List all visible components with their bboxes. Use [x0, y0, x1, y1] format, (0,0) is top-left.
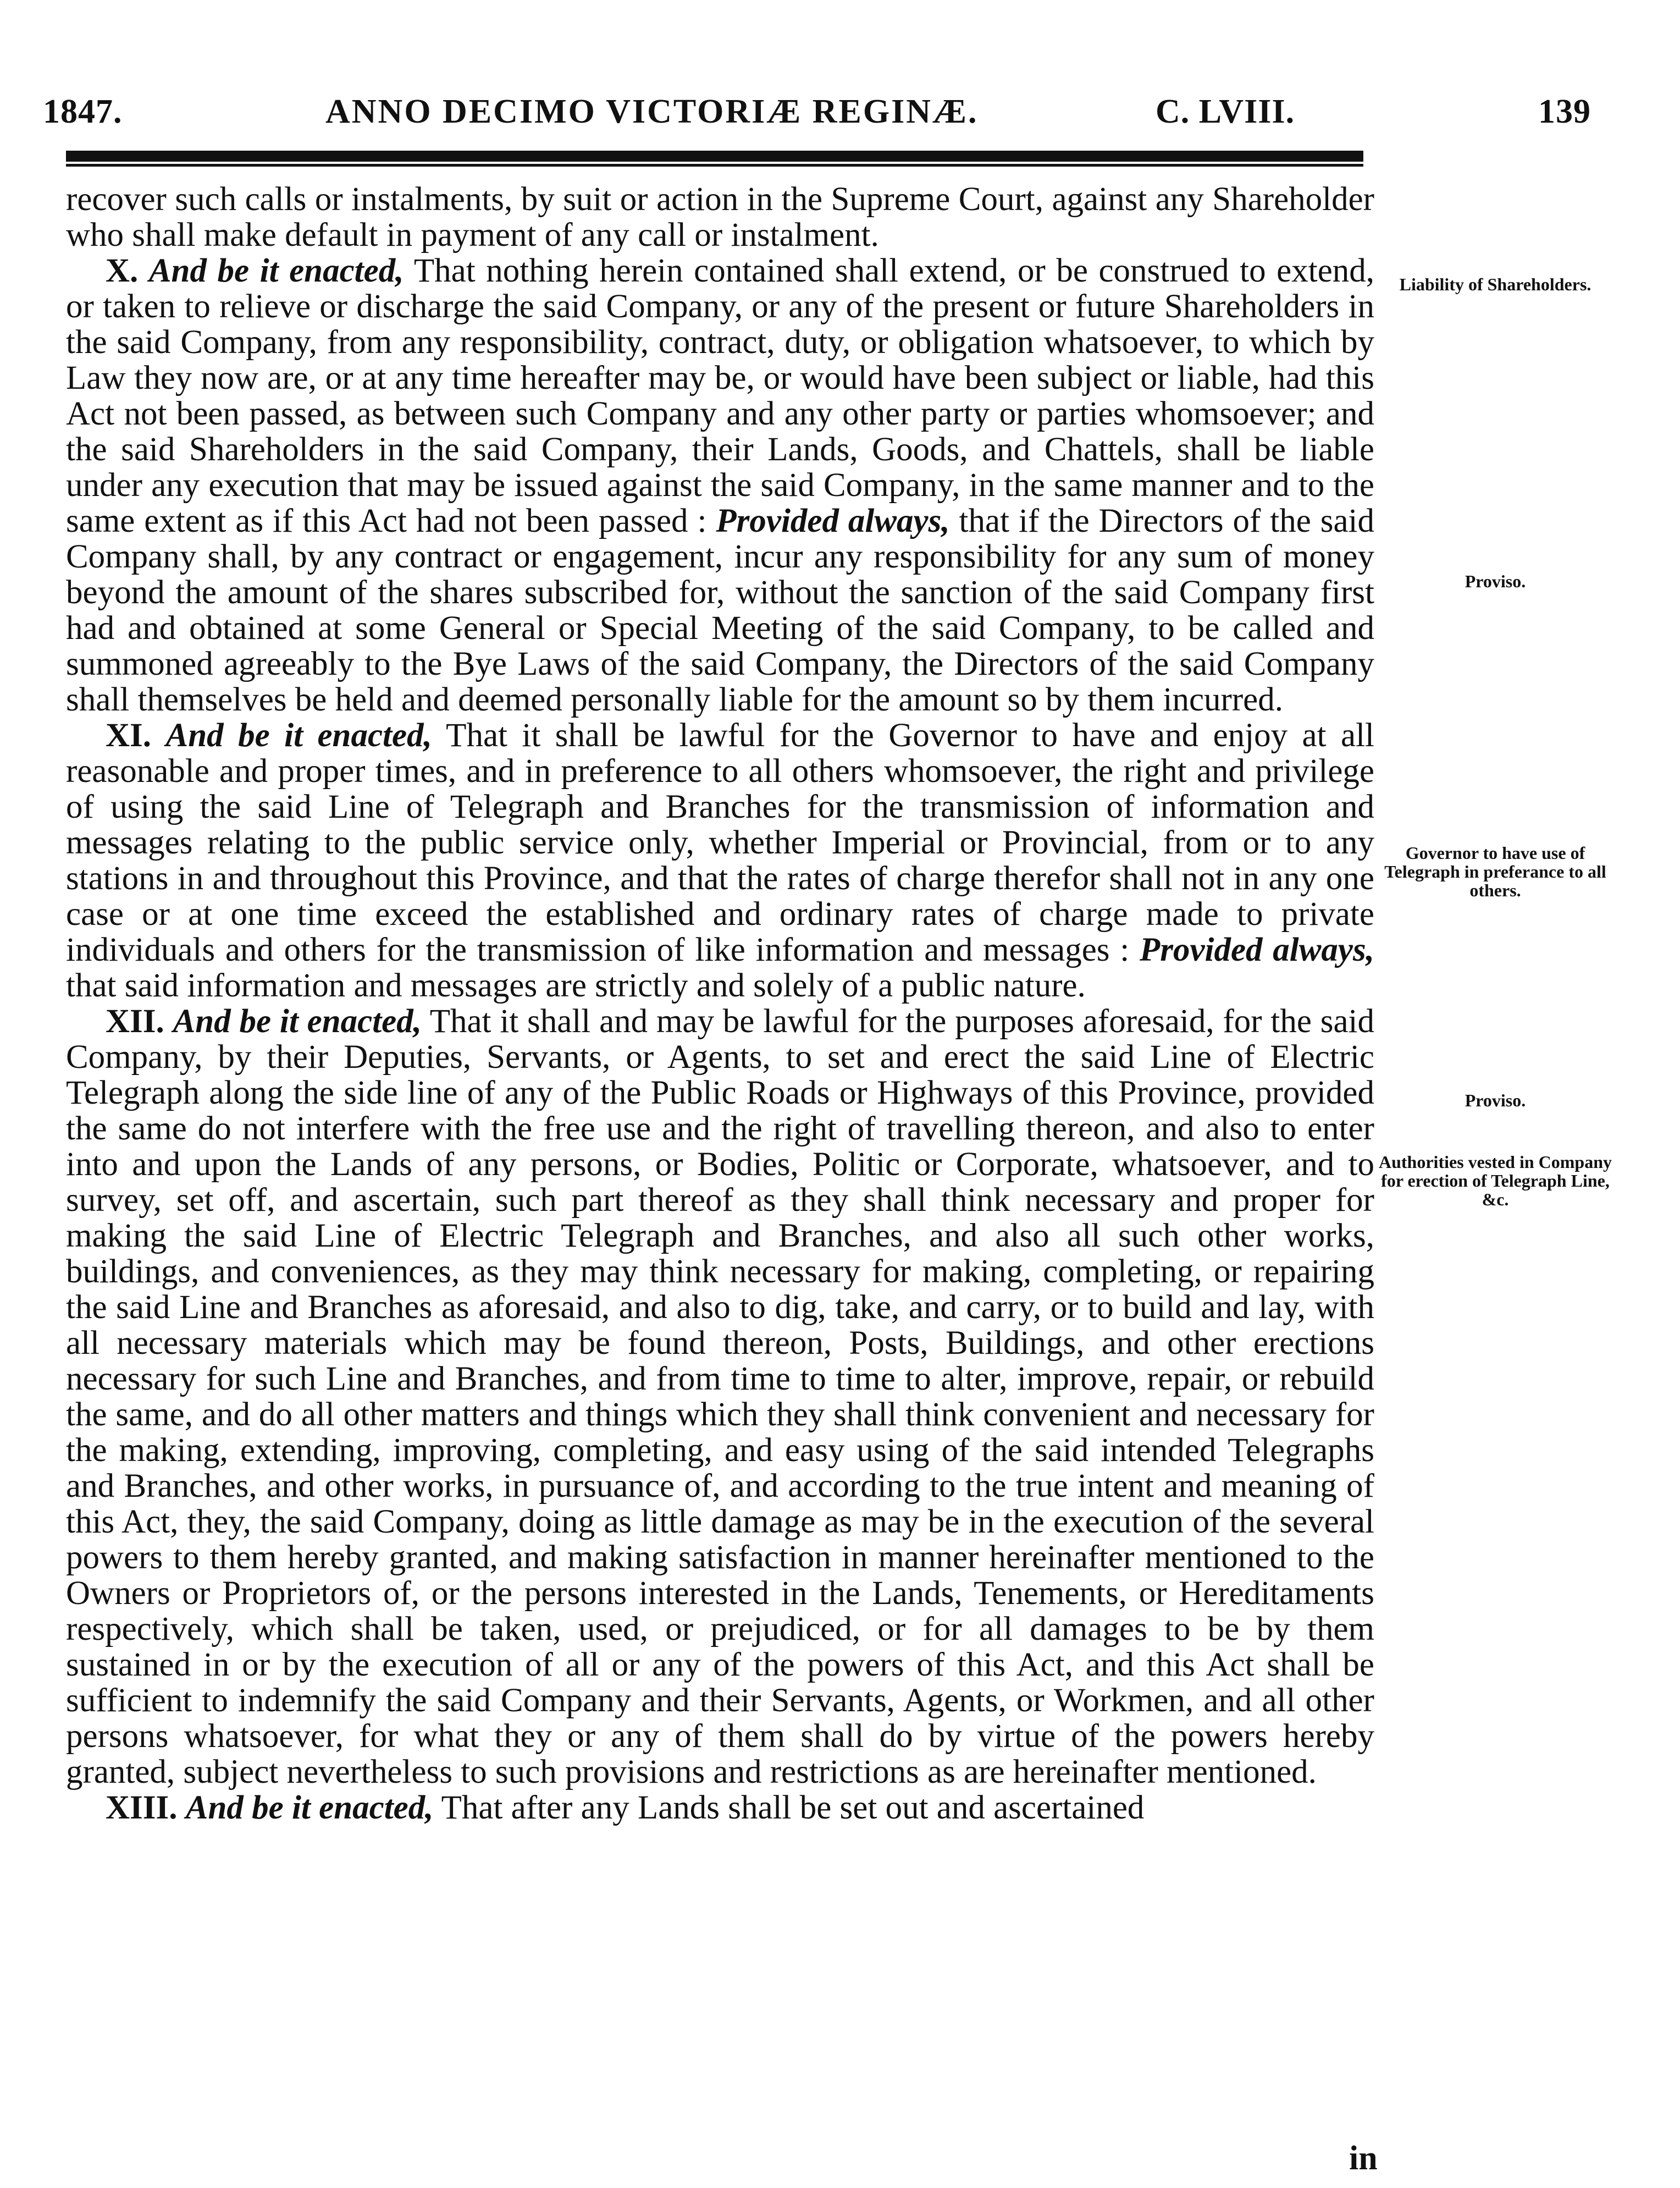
header-chapter: C. LVIII.	[1156, 93, 1295, 130]
section-number: XII.	[106, 1003, 164, 1040]
section-xii	[66, 1004, 1374, 1790]
proviso-phrase: Provided always,	[1139, 932, 1374, 968]
margin-note-liability: Liability of Shareholders.	[1399, 274, 1591, 294]
catchword: in	[1349, 2140, 1378, 2177]
enacting-phrase: And be it enacted,	[165, 717, 432, 754]
header-title: ANNO DECIMO VICTORIÆ REGINÆ.	[325, 93, 979, 130]
section-xiii	[66, 1790, 1374, 1826]
section-text: That it shall be lawful for the Governor to have and enjoy at all reasonable and proper times, and in preference to all others whomsoever, the right and privilege of using the said Line of Telegraph and Branches for the transmission of information and messages relating to the public service only, whether Imperial or Provincial, from or to any stations in and throughout this Province, and that the rates of charge therefor shall not in any one case or at one time exceed the established and ordinary rates of charge made to private individuals and others for the transmission of like information and messages :	[66, 717, 1375, 968]
body-text	[66, 181, 1374, 1826]
section-text: That after any Lands shall be set out and ascertained	[433, 1789, 1145, 1826]
section-number: XIII.	[106, 1789, 178, 1826]
section-x	[66, 253, 1374, 718]
margin-note-authorities: Authorities vested in Company for erection of Telegraph Line, &c.	[1378, 1152, 1612, 1209]
section-text: that said information and messages are strictly and solely of a public nature.	[66, 967, 1086, 1004]
section-text: that if the Directors of the said Company shall, by any contract or engagement, incur any responsibility for any sum of money beyond the amount of the shares subscribed for, without the sanction of the said Company first had and obtained at some General or Special Meeting of the said Company, to be called and summoned agreeably to the Bye Laws of the said Company, the Directors of the said Company shall themselves be held and deemed personally liable for the amount so by them incurred.	[66, 503, 1374, 718]
enacting-phrase: And be it enacted,	[173, 1003, 422, 1040]
enacting-phrase: And be it enacted,	[185, 1789, 434, 1826]
header-rule-thick	[66, 151, 1363, 162]
header-rule-thin	[66, 164, 1363, 167]
continuation-paragraph: recover such calls or instalments, by suit or action in the Supreme Court, against any Shareholder who shall make default in payment of any call or instalment.	[66, 181, 1374, 253]
section-xi	[66, 718, 1374, 1004]
running-header	[43, 92, 1593, 142]
page-number: 139	[1538, 93, 1591, 130]
section-text: That it shall and may be lawful for the purposes aforesaid, for the said Company, by their Deputies, Servants, or Agents, to set and erect the said Line of Electric Telegraph along the side line of any of the Public Roads or Highways of this Province, provided the same do not interfere with the free use and the right of travelling thereon, and also to enter into and upon the Lands of any persons, or Bodies, Politic or Corporate, whatsoever, and to survey, set off, and ascertain, such part thereof as they shall think necessary and proper for making the said Line of Electric Telegraph and Branches, and also all such other works, buildings, and conveniences, as they may think necessary for making, completing, or repairing the said Line and Branches as aforesaid, and also to dig, take, and carry, or to build and lay, with all necessary materials which may be found thereon, Posts, Buildings, and other erections necessary for such Line and Branches, and from time to time to alter, improve, repair, or rebuild the same, and do all other matters and things which they shall think convenient and necessary for the making, extending, improving, completing, and easy using of the said intended Telegraphs and Branches, and other works, in pursuance of, and according to the true intent and meaning of this Act, they, the said Company, doing as little damage as may be in the execution of the several powers to them hereby granted, and making satisfaction in manner hereinafter mentioned to the Owners or Proprietors of, or the persons interested in the Lands, Tenements, or Hereditaments respectively, which shall be taken, used, or prejudiced, or for all damages to be by them sustained in or by the execution of all or any of the powers of this Act, and this Act shall be sufficient to indemnify the said Company and their Servants, Agents, or Workmen, and all other persons whatsoever, for what they or any of them shall do by virtue of the powers hereby granted, subject nevertheless to such provisions and restrictions as are hereinafter mentioned.	[66, 1003, 1374, 1790]
section-text: That nothing herein contained shall extend, or be construed to extend, or taken to relieve or discharge the said Company, or any of the present or future Shareholders in the said Company, from any responsibility, contract, duty, or obligation whatsoever, to which by Law they now are, or at any time hereafter may be, or would have been subject or liable, had this Act not been passed, as between such Company and any other party or parties whomsoever; and the said Shareholders in the said Company, their Lands, Goods, and Chattels, shall be liable under any execution that may be issued against the said Company, in the same manner and to the same extent as if this Act had not been passed :	[66, 252, 1375, 539]
margin-note-proviso: Proviso.	[1465, 1090, 1526, 1110]
margin-note-governor: Governor to have use of Telegraph in preferance to all others.	[1384, 843, 1606, 900]
proviso-phrase: Provided always,	[716, 503, 950, 539]
section-number: XI.	[106, 717, 152, 754]
margin-note-proviso: Proviso.	[1465, 571, 1526, 591]
enacting-phrase: And be it enacted,	[148, 252, 404, 289]
section-number: X.	[106, 252, 139, 289]
header-year: 1847.	[43, 93, 123, 130]
